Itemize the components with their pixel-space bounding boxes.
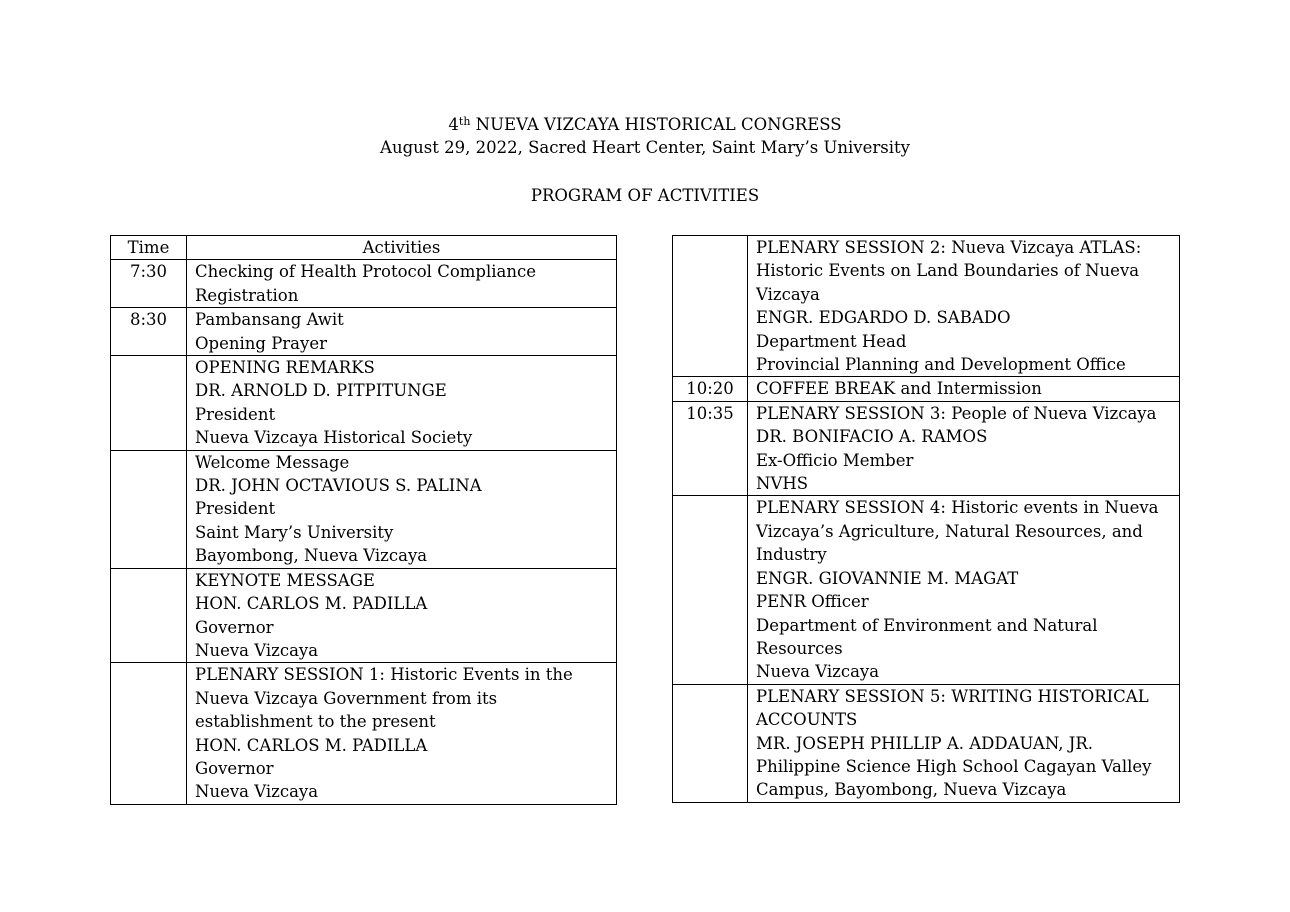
table-row bbox=[111, 568, 617, 663]
activity-cell bbox=[748, 401, 1180, 496]
activity-line: OPENING REMARKS bbox=[195, 358, 375, 378]
activity-line: Vizcaya’s Agriculture, Natural Resources, and bbox=[756, 521, 1143, 541]
activity-cell bbox=[187, 663, 617, 804]
time-cell bbox=[673, 236, 748, 377]
time-cell: 7:30 bbox=[111, 260, 187, 308]
table-row bbox=[111, 308, 617, 356]
time-cell bbox=[111, 356, 187, 451]
time-cell bbox=[111, 450, 187, 568]
activity-line: DR. ARNOLD D. PITPITUNGE bbox=[195, 381, 447, 401]
program-title: PROGRAM OF ACTIVITIES bbox=[530, 186, 760, 205]
activity-line: HON. CARLOS M. PADILLA bbox=[195, 735, 428, 755]
activity-line: COFFEE BREAK and Intermission bbox=[756, 379, 1042, 399]
activity-line: Nueva Vizcaya bbox=[756, 662, 880, 682]
activity-line: Department Head bbox=[756, 331, 907, 351]
time-column-header: Time bbox=[111, 236, 187, 260]
activity-line: Governor bbox=[195, 617, 274, 637]
activity-line: PLENARY SESSION 5: WRITING HISTORICAL bbox=[756, 686, 1149, 706]
activity-cell bbox=[187, 356, 617, 451]
program-table-left bbox=[110, 235, 617, 805]
activity-cell bbox=[748, 377, 1180, 401]
time-cell bbox=[673, 496, 748, 684]
activity-line: MR. JOSEPH PHILLIP A. ADDAUAN, JR. bbox=[756, 733, 1093, 753]
activity-cell bbox=[187, 450, 617, 568]
activity-line: Industry bbox=[756, 545, 827, 565]
activity-cell bbox=[187, 308, 617, 356]
activity-line: President bbox=[195, 499, 276, 519]
activity-cell bbox=[748, 236, 1180, 377]
activity-line: Campus, Bayombong, Nueva Vizcaya bbox=[756, 780, 1067, 800]
activity-line: Philippine Science High School Cagayan Valley bbox=[756, 756, 1152, 776]
activity-line: Department of Environment and Natural bbox=[756, 615, 1098, 635]
time-cell: 8:30 bbox=[111, 308, 187, 356]
date-venue: August 29, 2022, Sacred Heart Center, Saint Mary’s University bbox=[380, 138, 910, 157]
activity-cell bbox=[187, 568, 617, 663]
table-row bbox=[111, 663, 617, 804]
table-row bbox=[111, 450, 617, 568]
activity-line: Saint Mary’s University bbox=[195, 522, 394, 542]
activity-cell bbox=[748, 496, 1180, 684]
activity-line: Historic Events on Land Boundaries of Nueva bbox=[756, 261, 1140, 281]
activity-line: Nueva Vizcaya Government from its bbox=[195, 688, 498, 708]
congress-number: 4 bbox=[448, 115, 459, 134]
activity-line: Ex-Officio Member bbox=[756, 450, 914, 470]
time-cell bbox=[111, 663, 187, 804]
activity-line: DR. BONIFACIO A. RAMOS bbox=[756, 427, 988, 447]
activity-line: ENGR. EDGARDO D. SABADO bbox=[756, 308, 1011, 328]
activity-line: Nueva Vizcaya Historical Society bbox=[195, 428, 473, 448]
activity-line: PLENARY SESSION 1: Historic Events in the bbox=[195, 665, 573, 685]
activity-line: Opening Prayer bbox=[195, 333, 327, 353]
table-row bbox=[673, 684, 1180, 802]
activity-cell bbox=[187, 260, 617, 308]
activity-line: PLENARY SESSION 4: Historic events in Nueva bbox=[756, 498, 1159, 518]
activity-cell bbox=[748, 684, 1180, 802]
table-row bbox=[111, 356, 617, 451]
activity-line: DR. JOHN OCTAVIOUS S. PALINA bbox=[195, 476, 482, 496]
activity-line: PLENARY SESSION 3: People of Nueva Vizcaya bbox=[756, 403, 1157, 423]
activity-line: Provincial Planning and Development Office bbox=[756, 355, 1126, 375]
activity-line: Nueva Vizcaya bbox=[195, 782, 319, 802]
program-table-right bbox=[672, 235, 1180, 803]
time-cell bbox=[673, 684, 748, 802]
time-cell: 10:35 bbox=[673, 401, 748, 496]
congress-title bbox=[0, 113, 1290, 136]
activity-line: Bayombong, Nueva Vizcaya bbox=[195, 546, 428, 566]
activity-line: Welcome Message bbox=[195, 452, 350, 472]
activity-line: PLENARY SESSION 2: Nueva Vizcaya ATLAS: bbox=[756, 238, 1142, 257]
activity-line: PENR Officer bbox=[756, 592, 869, 612]
activity-line: President bbox=[195, 404, 276, 424]
activity-line: NVHS bbox=[756, 474, 809, 494]
table-header-row bbox=[111, 236, 617, 260]
congress-ordinal: th bbox=[458, 115, 471, 128]
time-cell bbox=[111, 568, 187, 663]
activity-line: Vizcaya bbox=[756, 284, 820, 304]
table-row bbox=[673, 401, 1180, 496]
table-row bbox=[673, 236, 1180, 377]
activities-column-header: Activities bbox=[187, 236, 617, 260]
table-row bbox=[111, 260, 617, 308]
time-cell: 10:20 bbox=[673, 377, 748, 401]
congress-title-text: NUEVA VIZCAYA HISTORICAL CONGRESS bbox=[470, 115, 842, 134]
activity-line: ENGR. GIOVANNIE M. MAGAT bbox=[756, 568, 1019, 588]
activity-line: Pambansang Awit bbox=[195, 310, 344, 330]
activity-line: establishment to the present bbox=[195, 712, 436, 732]
activity-line: Resources bbox=[756, 638, 843, 658]
activity-line: HON. CARLOS M. PADILLA bbox=[195, 594, 428, 614]
table-row bbox=[673, 496, 1180, 684]
activity-line: KEYNOTE MESSAGE bbox=[195, 570, 375, 590]
activity-line: ACCOUNTS bbox=[756, 710, 858, 730]
table-row bbox=[673, 377, 1180, 401]
activity-line: Registration bbox=[195, 285, 299, 305]
activity-line: Nueva Vizcaya bbox=[195, 640, 319, 660]
activity-line: Governor bbox=[195, 758, 274, 778]
activity-line: Checking of Health Protocol Compliance bbox=[195, 262, 536, 282]
